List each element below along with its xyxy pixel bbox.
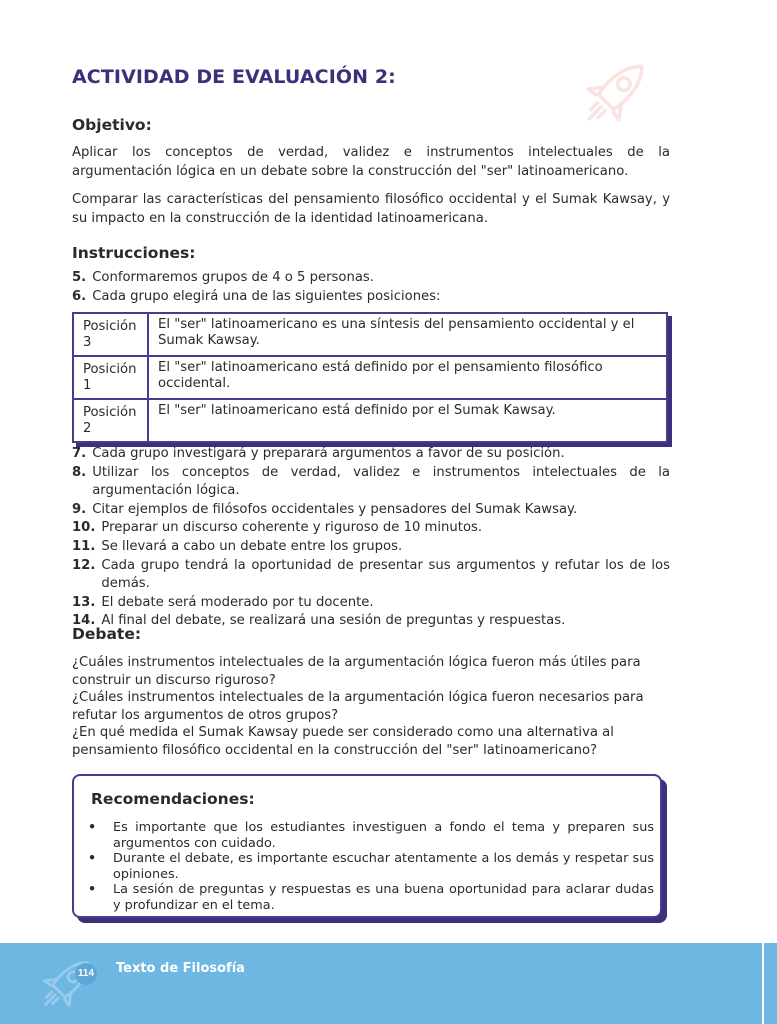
item-text: Se llevará a cabo un debate entre los grupos. — [101, 538, 403, 554]
position-label: Posición 2 — [74, 399, 148, 441]
bullet-icon: • — [88, 851, 97, 866]
recommendations-list — [88, 820, 654, 913]
recommendations-box — [72, 774, 662, 918]
objective-paragraph: Aplicar los conceptos de verdad, validez e instrumentos intelectuales de la argumentación lógica en un debate sobre la construcción del "ser" latinoamericano. — [72, 145, 670, 179]
position-text: El "ser" latinoamericano está definido por el Sumak Kawsay. — [158, 403, 556, 418]
item-text: Utilizar los conceptos de verdad, validez e instrumentos intelectuales de la argumentación lógica. — [92, 464, 670, 499]
recommendations-heading: Recomendaciones: — [91, 790, 255, 808]
recommendation-text: La sesión de preguntas y respuestas es una buena oportunidad para aclarar dudas y profundizar en el tema. — [113, 882, 654, 913]
table-row — [74, 356, 666, 399]
page-footer — [0, 943, 762, 1024]
table-row — [74, 399, 666, 441]
list-item — [72, 501, 670, 520]
item-text: El debate será moderado por tu docente. — [101, 594, 374, 610]
bullet-icon: • — [88, 882, 97, 897]
item-number: 5. — [72, 270, 87, 285]
item-text: Al final del debate, se realizará una sesión de preguntas y respuestas. — [101, 613, 566, 629]
item-number: 10. — [72, 520, 96, 536]
list-item — [88, 820, 654, 851]
objective-paragraph: Comparar las características del pensamiento filosófico occidental y el Sumak Kawsay, y su impacto en la construcción de la identidad latinoamericana. — [72, 192, 670, 226]
item-text: Conformaremos grupos de 4 o 5 personas. — [92, 270, 374, 285]
item-number: 8. — [72, 464, 87, 480]
item-number: 9. — [72, 501, 87, 517]
item-number: 11. — [72, 538, 96, 554]
bullet-icon: • — [88, 820, 97, 835]
item-text: Preparar un discurso coherente y riguroso de 10 minutos. — [101, 520, 483, 536]
item-number: 12. — [72, 557, 96, 573]
list-item — [72, 288, 670, 307]
instructions-list-continued — [72, 445, 670, 631]
item-number: 7. — [72, 446, 87, 461]
book-title: Texto de Filosofía — [116, 961, 245, 976]
debate-question: ¿Cuáles instrumentos intelectuales de la argumentación lógica fueron necesarios para refutar los argumentos de otros grupos? — [72, 690, 644, 723]
position-label: Posición 3 — [74, 314, 148, 356]
list-item — [72, 519, 670, 538]
instructions-heading: Instrucciones: — [72, 244, 196, 262]
list-item — [88, 882, 654, 913]
item-text: Citar ejemplos de filósofos occidentales y pensadores del Sumak Kawsay. — [92, 501, 578, 517]
item-text: Cada grupo investigará y preparará argumentos a favor de su posición. — [92, 446, 565, 461]
list-item — [72, 612, 670, 631]
list-item — [88, 851, 654, 882]
activity-title: ACTIVIDAD DE EVALUACIÓN 2: — [72, 66, 396, 88]
position-text: El "ser" latinoamericano está definido por el pensamiento filosófico occidental. — [148, 356, 666, 399]
position-text: El "ser" latinoamericano es una síntesis del pensamiento occidental y el Sumak Kawsay. — [148, 314, 666, 356]
recommendation-text: Es importante que los estudiantes investiguen a fondo el tema y preparen sus argumentos con cuidado. — [113, 820, 654, 851]
list-item — [72, 538, 670, 557]
list-item — [72, 464, 670, 501]
instructions-list-start — [72, 269, 670, 306]
recommendation-text: Durante el debate, es importante escuchar atentamente a los demás y respetar sus opiniones. — [113, 851, 654, 882]
list-item — [72, 594, 670, 613]
list-item — [72, 557, 670, 594]
rocket-icon — [30, 948, 102, 1020]
debate-question: ¿Cuáles instrumentos intelectuales de la argumentación lógica fueron más útiles para construir un discurso riguroso? — [72, 655, 641, 688]
rocket-icon — [570, 48, 660, 138]
list-item — [72, 269, 670, 288]
item-text: Cada grupo tendrá la oportunidad de presentar sus argumentos y refutar los de los demás. — [101, 557, 670, 592]
debate-heading: Debate: — [72, 625, 142, 643]
item-text: Cada grupo elegirá una de las siguientes posiciones: — [92, 288, 441, 304]
position-label: Posición 1 — [74, 356, 148, 399]
page-number: 114 — [75, 963, 97, 985]
table-row — [74, 314, 666, 356]
list-item — [72, 445, 670, 464]
item-number: 14. — [72, 613, 96, 629]
item-number: 6. — [72, 288, 87, 304]
item-number: 13. — [72, 594, 96, 610]
debate-question: ¿En qué medida el Sumak Kawsay puede ser considerado como una alternativa al pensamiento filosófico occidental en la construcción del "ser" latinoamericano? — [72, 725, 614, 758]
objective-heading: Objetivo: — [72, 116, 152, 134]
footer-edge — [764, 943, 777, 1024]
positions-table — [72, 312, 668, 443]
